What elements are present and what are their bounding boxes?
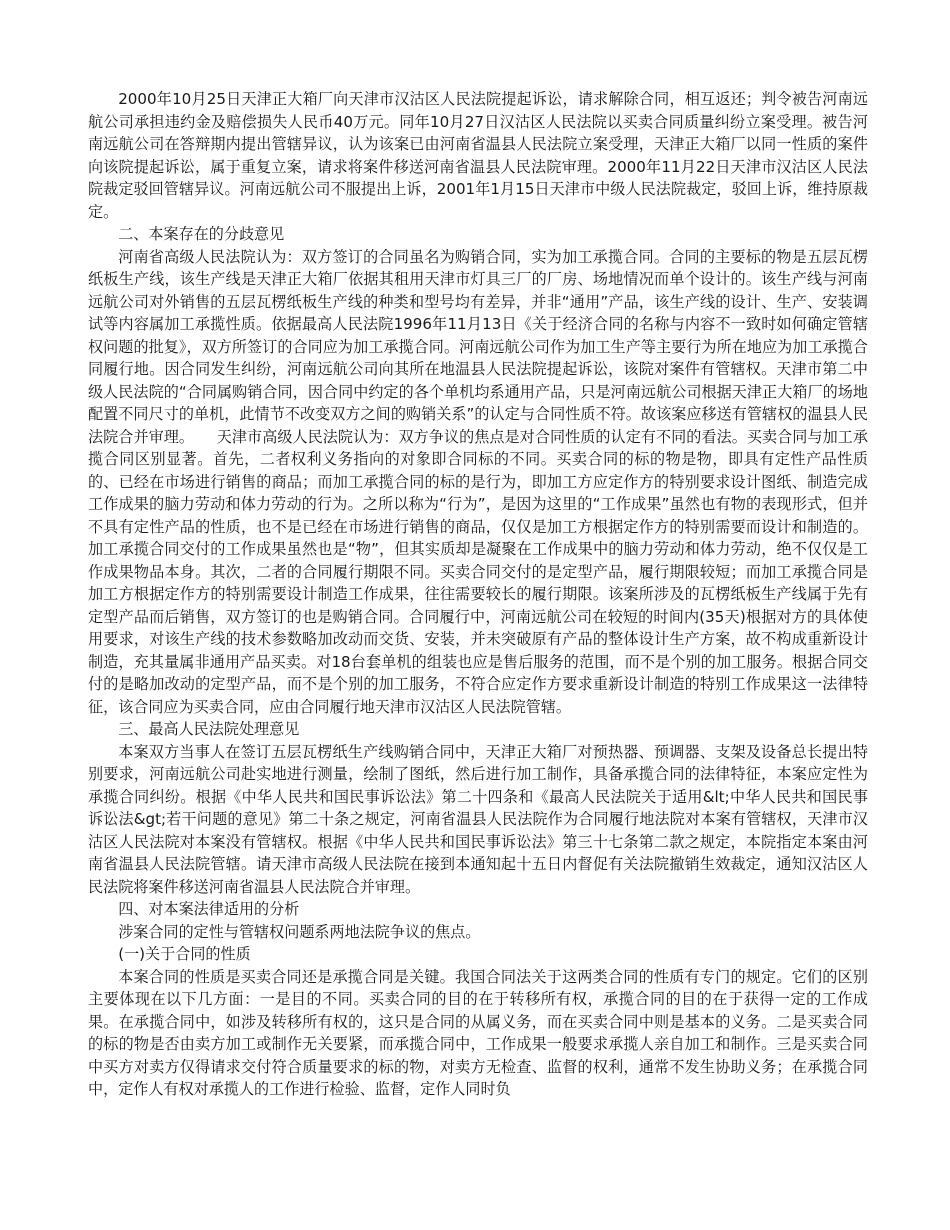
document-body xyxy=(88,88,868,1101)
paragraph-case-background: 2000年10月25日天津正大箱厂向天津市汉沽区人民法院提起诉讼，请求解除合同，相互返还；判令被告河南远航公司承担违约金及赔偿损失人民币40万元。同年10月27日汉沽区人民法院以买卖合同质量纠纷立案受理。被告河南远航公司在答辩期内提出管辖异议，认为该案已由河南省温县人民法院立案受理，天津正大箱厂以同一性质的案件向该院提起诉讼，属于重复立案，请求将案件移送河南省温县人民法院审理。2000年11月22日天津市汉沽区人民法院裁定驳回管辖异议。河南远航公司不服提出上诉，2001年1月15日天津市中级人民法院裁定，驳回上诉，维持原裁定。 xyxy=(88,90,868,221)
section-heading-disputes: 二、本案存在的分歧意见 xyxy=(118,225,285,243)
section-heading-analysis: 四、对本案法律适用的分析 xyxy=(118,900,300,918)
paragraph-supreme-court-decision: 本案双方当事人在签订五层瓦楞纸生产线购销合同中，天津正大箱厂对预热器、预调器、支架及设备总长提出特别要求，河南远航公司赴实地进行测量，绘制了图纸，然后进行加工制作，具备承揽合同的法律特征，本案应定性为承揽合同纠纷。根据《中华人民共和国民事诉讼法》第二十四条和《最高人民法院关于适用&lt;中华人民共和国民事诉讼法&gt;若干问题的意见》第二十条之规定，河南省温县人民法院作为合同履行地法院对本案有管辖权，天津市汉沽区人民法院对本案没有管辖权。根据《中华人民共和国民事诉讼法》第三十七条第二款之规定，本院指定本案由河南省温县人民法院管辖。请天津市高级人民法院在接到本通知起十五日内督促有关法院撤销生效裁定，通知汉沽区人民法院将案件移送河南省温县人民法院合并审理。 xyxy=(88,742,868,896)
subsection-heading-contract-nature: (一)关于合同的性质 xyxy=(118,945,251,963)
section-heading-supreme-court: 三、最高人民法院处理意见 xyxy=(118,720,300,738)
paragraph-contract-nature: 本案合同的性质是买卖合同还是承揽合同是关键。我国合同法关于这两类合同的性质有专门的规定。它们的区别主要体现在以下几方面：一是目的不同。买卖合同的目的在于转移所有权，承揽合同的目的在于获得一定的工作成果。在承揽合同中，如涉及转移所有权的，这只是合同的从属义务，而在买卖合同中则是基本的义务。二是买卖合同的标的物是否由卖方加工或制作无关要紧，而承揽合同中，工作成果一般要求承揽人亲自加工和制作。三是买卖合同中买方对卖方仅得请求交付符合质量要求的标的物，对卖方无检查、监督的权利，通常不发生协助义务；在承揽合同中，定作人有权对承揽人的工作进行检验、监督，定作人同时负 xyxy=(88,967,868,1098)
paragraph-analysis-intro: 涉案合同的定性与管辖权问题系两地法院争议的焦点。 xyxy=(118,922,481,941)
paragraph-court-opinions: 河南省高级人民法院认为：双方签订的合同虽名为购销合同，实为加工承揽合同。合同的主要标的物是五层瓦楞纸板生产线，该生产线是天津正大箱厂依据其租用天津市灯具三厂的厂房、场地情况而单个设计的。该生产线与河南远航公司对外销售的五层瓦楞纸板生产线的种类和型号均有差异，并非“通用”产品，该生产线的设计、生产、安装调试等内容属加工承揽性质。依据最高人民法院1996年11月13日《关于经济合同的名称与内容不一致时如何确定管辖权问题的批复》，双方所签订的合同应为加工承揽合同。河南远航公司作为加工生产等主要行为所在地应为加工承揽合同履行地。因合同发生纠纷，河南远航公司向其所在地温县人民法院提起诉讼，该院对案件有管辖权。天津市第二中级人民法院的“合同属购销合同，因合同中约定的各个单机均系通用产品，只是河南远航公司根据天津正大箱厂的场地配置不同尺寸的单机，此情节不改变双方之间的购销关系”的认定与合同性质不符。故该案应移送有管辖权的温县人民法院合并审理。 天津市高级人民法院认为：双方争议的焦点是对合同性质的认定有不同的看法。买卖合同与加工承揽合同区别显著。首先，二者权利义务指向的对象即合同标的不同。买卖合同的标的物是物，即具有定性产品性质的、已经在市场进行销售的商品；而加工承揽合同的标的是行为，即加工方应定作方的特别要求设计图纸、制造完成工作成果的脑力劳动和体力劳动的行为。之所以称为“行为”，是因为这里的“工作成果”虽然也有物的表现形式，但并不具有定性产品的性质，也不是已经在市场进行销售的商品，仅仅是加工方根据定作方的特别需要而设计和制造的。加工承揽合同交付的工作成果虽然也是“物”，但其实质却是凝聚在工作成果中的脑力劳动和体力劳动，绝不仅仅是工作成果物品本身。其次，二者的合同履行期限不同。买卖合同交付的是定型产品，履行期限较短；而加工承揽合同是加工方根据定作方的特别需要设计制造工作成果，往往需要较长的履行期限。该案所涉及的瓦楞纸板生产线属于先有定型产品而后销售，双方签订的也是购销合同。合同履行中，河南远航公司在较短的时间内(35天)根据对方的具体使用要求，对该生产线的技术参数略加改动而交货、安装，并未突破原有产品的整体设计生产方案，故不构成重新设计制造，充其量属非通用产品买卖。对18台套单机的组装也应是售后服务的范围，而不是个别的加工服务。根据合同交付的是略加改动的定型产品，而不是个别的加工服务，不符合应定作方要求重新设计制造的特别工作成果这一法律特征，该合同应为买卖合同，应由合同履行地天津市汉沽区人民法院管辖。 xyxy=(88,247,868,716)
